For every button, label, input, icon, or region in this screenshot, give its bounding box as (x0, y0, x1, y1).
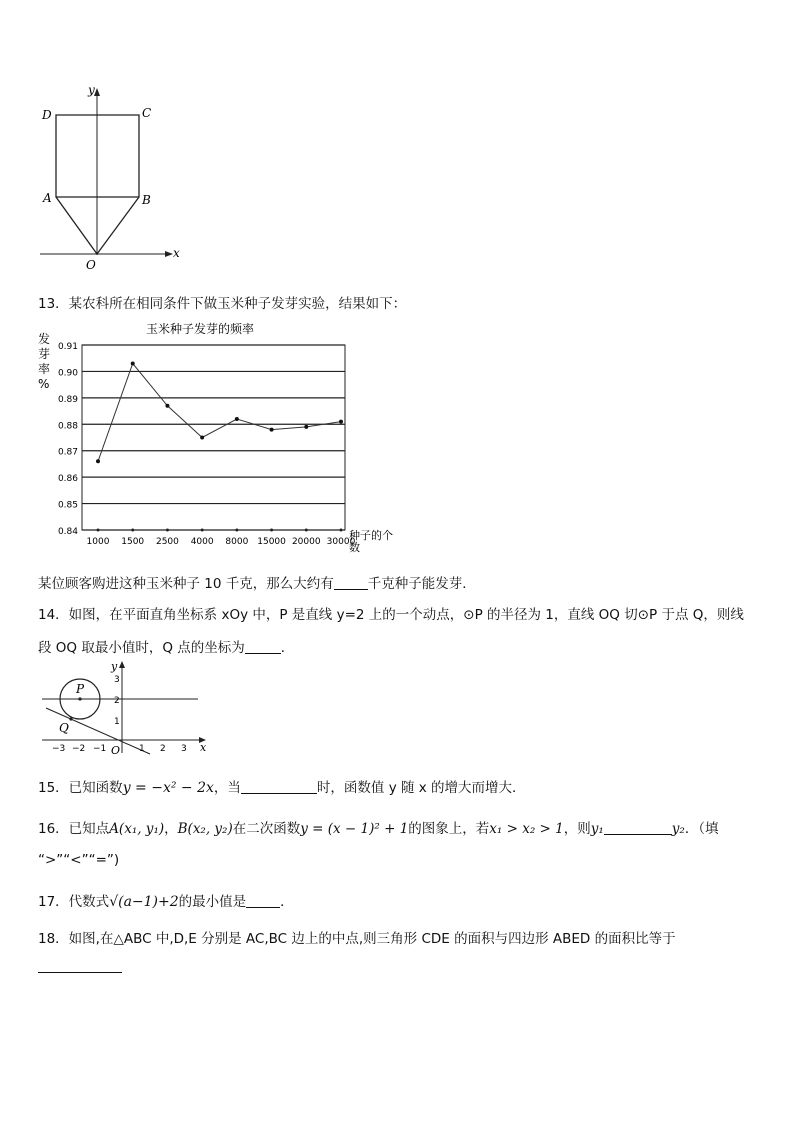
y-tick-label: 0.84 (57, 527, 78, 537)
label-b: B (142, 193, 151, 207)
y-axis-label-char: 芽 (38, 347, 51, 361)
label-p: P (76, 682, 85, 696)
point-q-dot (69, 717, 72, 720)
y-arrow (119, 661, 125, 668)
q16-y2: y₂ (671, 821, 685, 837)
data-point (235, 417, 239, 421)
q13-followup-after: 千克种子能发芽． (367, 576, 476, 592)
q16-mid2: 的图象上，若 (408, 821, 490, 837)
answer-blank-18[interactable] (38, 972, 122, 973)
q18-text: 18．如图,在△ABC 中,D,E 分别是 AC,BC 边上的中点,则三角形 CDE 的面积与四边形 ABED 的面积比等于 (38, 931, 676, 947)
x-tick-label: 4000 (190, 537, 214, 547)
x-axis-label-part: 数 (349, 541, 360, 554)
data-point (339, 420, 343, 424)
q14-line2 (38, 636, 294, 656)
q14-line2-before: 段 OQ 取最小值时，Q 点的坐标为 (38, 640, 245, 656)
x-axis-point (131, 529, 134, 532)
q16-end: ．（填 (684, 821, 719, 837)
x-axis-point (235, 529, 238, 532)
y-tick-label: 0.91 (57, 342, 78, 352)
x-tick-neg1: −1 (93, 744, 107, 754)
center-p-dot (78, 697, 81, 700)
x-tick-label: 20000 (291, 537, 321, 547)
label-q: Q (59, 721, 69, 735)
x-axis-point (270, 529, 273, 532)
y-tick-label: 0.87 (57, 447, 78, 458)
data-point (200, 436, 204, 440)
y-tick-label: 0.88 (57, 421, 78, 432)
q16-sep: ， (164, 821, 178, 837)
answer-blank-14[interactable] (245, 641, 281, 654)
answer-blank-13[interactable] (334, 577, 368, 590)
x-tick-label: 8000 (225, 537, 249, 547)
y-axis-label-char: % (38, 377, 50, 391)
x-axis-point (166, 529, 169, 532)
x-arrow (165, 251, 173, 257)
x-axis-point (305, 529, 308, 532)
q15-suffix: 时，函数值 y 随 x 的增大而增大． (316, 780, 526, 796)
x-tick-label: 1500 (121, 537, 145, 547)
q16-point-b: B(x₂, y₂) (177, 821, 233, 837)
plot-frame (82, 345, 345, 530)
q16-cond: x₁ > x₂ > 1 (489, 821, 564, 837)
q16-line1 (38, 817, 719, 837)
label-x: x (200, 741, 207, 754)
label-a: A (43, 191, 52, 205)
x-axis-point (97, 529, 100, 532)
label-o: O (111, 744, 121, 757)
y-tick-label: 0.85 (57, 500, 78, 511)
q17-expr: √(a−1)+2 (109, 894, 179, 910)
label-o: O (86, 258, 96, 272)
q16-mid3: ，则 (563, 821, 591, 837)
y-tick-3: 3 (114, 675, 120, 685)
y-axis-label-char: 发 (38, 332, 51, 346)
label-y: y (88, 83, 95, 97)
figure-q12 (30, 80, 200, 280)
q17-suffix: 的最小值是 (178, 894, 247, 910)
y-axis-label (38, 331, 50, 391)
q13-text: 13．某农科所在相同条件下做玉米种子发芽实验，结果如下： (38, 296, 407, 312)
q15-formula: y = −x² − 2x (122, 780, 214, 796)
y-tick-label: 0.89 (57, 394, 78, 405)
x-tick-neg2: −2 (72, 744, 86, 754)
label-y: y (111, 660, 118, 673)
data-point (165, 404, 169, 408)
x-tick-label: 15000 (257, 537, 286, 547)
q14-line1: 14．如图，在平面直角坐标系 xOy 中，P 是直线 y=2 上的一个动点，⊙P 的半径为 1，直线 OQ 切⊙P 于点 Q，则线 (38, 607, 744, 623)
chart-title: 玉米种子发芽的频率 (145, 322, 255, 336)
q17 (38, 890, 294, 910)
y-tick-2: 2 (114, 696, 120, 706)
figure-q14 (38, 658, 218, 758)
germination-chart (30, 318, 410, 558)
y-tick-label: 0.86 (57, 474, 78, 485)
q16-func: y = (x − 1)² + 1 (300, 821, 409, 837)
x-axis-label (349, 529, 393, 554)
series-line (98, 364, 341, 462)
y-arrow (94, 88, 100, 96)
x-tick-label: 2500 (155, 537, 179, 547)
q17-end: ． (280, 894, 294, 910)
y-axis-label-char: 率 (38, 362, 51, 376)
x-tick-label: 30000 (326, 537, 356, 547)
y-tick-1: 1 (114, 717, 120, 727)
q13-followup-before: 某位顾客购进这种玉米种子 10 千克，那么大约有 (38, 576, 334, 592)
x-tick-label: 1000 (86, 537, 110, 547)
y-tick-label: 0.90 (57, 368, 78, 379)
x-axis-point (201, 529, 204, 532)
data-point (304, 425, 308, 429)
q13-followup (38, 572, 476, 592)
data-point (131, 362, 135, 366)
x-axis-point (340, 529, 343, 532)
data-point (96, 459, 100, 463)
q15 (38, 776, 526, 796)
q15-prefix: 15．已知函数 (38, 780, 123, 796)
answer-blank-16[interactable] (604, 822, 672, 835)
q15-mid: ，当 (213, 780, 241, 796)
q16-y1: y₁ (590, 821, 604, 837)
label-x: x (173, 246, 180, 260)
q16-prefix: 16．已知点 (38, 821, 110, 837)
q16-point-a: A(x₁, y₁) (109, 821, 165, 837)
label-c: C (142, 106, 152, 120)
x-tick-neg3: −3 (52, 744, 66, 754)
label-d: D (42, 108, 52, 122)
answer-blank-17[interactable] (246, 895, 280, 908)
x-tick-1: 1 (139, 744, 145, 754)
q14-line2-after: ． (280, 640, 295, 656)
q16-mid1: 在二次函数 (232, 821, 301, 837)
x-tick-3: 3 (181, 744, 187, 754)
q17-prefix: 17．代数式 (38, 894, 110, 910)
x-tick-2: 2 (160, 744, 166, 754)
data-point (270, 428, 274, 432)
answer-blank-15[interactable] (241, 781, 317, 794)
q16-line2: “>”“<”“=”) (38, 852, 120, 868)
x-axis-label-part: 种子的个 (349, 529, 393, 542)
